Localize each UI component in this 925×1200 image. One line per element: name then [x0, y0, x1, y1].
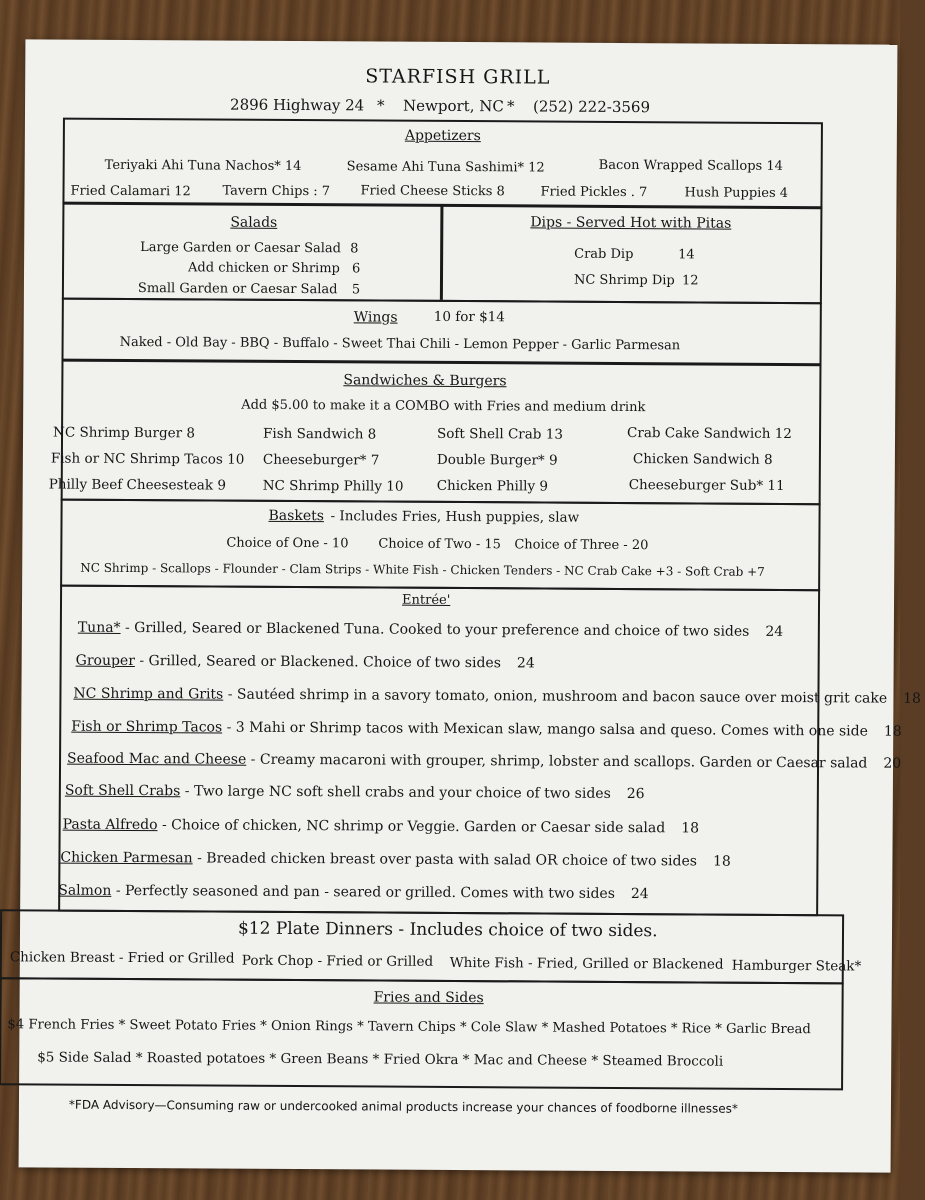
plate-dinners-heading: $12 Plate Dinners - Includes choice of two sides. — [237, 918, 658, 942]
entree-item-description: - 3 Mahi or Shrimp tacos with Mexican slaw, mango salsa and queso. Comes with one side — [222, 719, 868, 740]
menu-item: Sesame Ahi Tuna Sashimi* 12 — [346, 159, 545, 176]
fda-advisory: *FDA Advisory—Consuming raw or undercooked animal products increase your chances of foodborne illnesses* — [68, 1097, 738, 1116]
menu-item: Double Burger* 9 — [436, 451, 558, 469]
entree-item-price: 24 — [516, 655, 535, 672]
entree-item-price: 24 — [765, 623, 784, 640]
menu-item: Crab Cake Sandwich 12 — [627, 425, 792, 443]
menu-item: Fried Cheese Sticks 8 — [360, 183, 505, 200]
menu-item: Philly Beef Cheesesteak 9 — [48, 476, 226, 494]
menu-item: Fried Calamari 12 — [70, 183, 191, 200]
entree-item — [71, 719, 902, 740]
entree-heading: Entrée' — [401, 592, 451, 608]
basket-choice: Choice of Three - 20 — [514, 537, 649, 554]
menu-item-price: 5 — [351, 282, 361, 298]
menu-item: Bacon Wrapped Scallops 14 — [598, 157, 783, 174]
entree-item-description: - Choice of chicken, NC shrimp or Veggie. Garden or Caesar side salad — [157, 817, 666, 837]
menu-item-price: 12 — [681, 273, 699, 289]
entree-item — [67, 751, 901, 772]
menu-item: Fish or NC Shrimp Tacos 10 — [50, 450, 245, 468]
menu-item: Chicken Philly 9 — [436, 477, 549, 495]
address: 2896 Highway 24 — [230, 95, 365, 115]
menu-item-name: Crab Dip — [574, 246, 634, 263]
entree-item-description: - Creamy macaroni with grouper, shrimp, lobster and scallops. Garden or Caesar salad — [246, 751, 868, 772]
baskets-heading: Baskets — [268, 507, 325, 525]
wings-flavors: Naked - Old Bay - BBQ - Buffalo - Sweet Thai Chili - Lemon Pepper - Garlic Parmesan — [119, 334, 681, 354]
menu-item: Chicken Sandwich 8 — [632, 451, 773, 468]
basket-choice: Choice of One - 10 — [226, 535, 349, 552]
menu-item: Teriyaki Ahi Tuna Nachos* 14 — [104, 157, 302, 175]
entree-item-description: - Sautéed shrimp in a savory tomato, onion, mushroom and bacon sauce over moist grit cake — [223, 686, 888, 707]
entree-item-description: - Perfectly seasoned and pan - seared or grilled. Comes with two sides — [111, 882, 615, 902]
menu-item-price: 14 — [678, 247, 695, 263]
entree-item-name: Chicken Parmesan — [60, 849, 193, 867]
entree-item-price: 18 — [681, 820, 700, 837]
entree-item-description: - Breaded chicken breast over pasta with salad OR choice of two sides — [192, 850, 698, 870]
baskets-section — [60, 499, 821, 592]
plate-dinners-section — [0, 909, 862, 984]
appetizers-heading: Appetizers — [404, 127, 481, 145]
entree-item-price: 26 — [626, 786, 645, 803]
plate-item: Pork Chop - Fried or Grilled — [241, 952, 434, 970]
entree-item-price: 18 — [903, 690, 922, 707]
entree-item — [78, 620, 783, 640]
entree-item-price: 24 — [630, 886, 649, 903]
entree-item-name: Soft Shell Crabs — [64, 782, 181, 800]
menu-item-name: Add chicken or Shrimp — [188, 260, 340, 277]
entree-item-name: Pasta Alfredo — [62, 816, 158, 834]
sides-section — [0, 977, 844, 1090]
entree-item — [63, 817, 700, 837]
entree-item — [60, 850, 730, 870]
entree-item-description: - Grilled, Seared or Blackened. Choice of two sides — [134, 653, 501, 672]
entree-section — [58, 585, 922, 917]
entree-item-name: Seafood Mac and Cheese — [67, 750, 247, 768]
restaurant-name: STARFISH GRILL — [365, 65, 551, 89]
entree-item — [76, 653, 535, 672]
salads-heading: Salads — [230, 214, 278, 231]
entree-item-name: Salmon — [58, 882, 112, 899]
baskets-description: - Includes Fries, Hush puppies, slaw — [330, 508, 580, 526]
column-divider — [440, 206, 443, 300]
menu-item: Cheeseburger Sub* 11 — [628, 477, 785, 494]
menu-item-name: Large Garden or Caesar Salad — [140, 240, 342, 257]
menu-item: Fried Pickles . 7 — [540, 184, 648, 201]
wings-section — [61, 298, 821, 367]
entree-item-name: Fish or Shrimp Tacos — [71, 718, 223, 736]
entree-item-name: Tuna* — [77, 619, 121, 636]
sides-heading: Fries and Sides — [373, 989, 484, 1007]
entree-item-description: - Grilled, Seared or Blackened Tuna. Cooked to your preference and choice of two sides — [120, 619, 750, 640]
wings-deal: 10 for $14 — [433, 308, 505, 326]
entree-item-price: 20 — [883, 755, 902, 772]
sides-row-5: $5 Side Salad * Roasted potatoes * Green Beans * Fried Okra * Mac and Cheese * Steamed Broccoli — [37, 1049, 724, 1070]
menu-item: NC Shrimp Philly 10 — [262, 477, 404, 495]
plate-item: Chicken Breast - Fried or Grilled — [9, 949, 235, 967]
sides-row-4: $4 French Fries * Sweet Potato Fries * Onion Rings * Tavern Chips * Cole Slaw * Mashed Potatoes * Rice * Garlic Bread — [7, 1017, 811, 1038]
sandwiches-section — [48, 359, 822, 506]
menu-item-price: 6 — [352, 261, 361, 277]
menu-item-price: 8 — [350, 241, 359, 257]
separator: * — [377, 96, 385, 115]
wings-heading: Wings — [353, 309, 398, 326]
appetizers-section — [62, 118, 823, 210]
menu-item: Cheeseburger* 7 — [262, 451, 380, 469]
combo-note: Add $5.00 to make it a COMBO with Fries and medium drink — [241, 397, 646, 416]
menu-item: Tavern Chips : 7 — [222, 183, 331, 200]
menu-item: Hush Puppies 4 — [684, 185, 789, 202]
entree-item-price: 18 — [712, 853, 731, 870]
city: Newport, NC — [403, 96, 504, 116]
entree-item-name: Grouper — [75, 652, 135, 670]
menu-item: Fish Sandwich 8 — [262, 425, 377, 443]
menu-item: NC Shrimp Burger 8 — [53, 424, 196, 442]
plate-item: Hamburger Steak* — [731, 957, 862, 975]
entree-item-description: - Two large NC soft shell crabs and your choice of two sides — [180, 783, 611, 802]
dips-heading: Dips - Served Hot with Pitas — [530, 214, 732, 232]
sandwiches-heading: Sandwiches & Burgers — [343, 372, 507, 390]
basket-options: NC Shrimp - Scallops - Flounder - Clam Strips - White Fish - Chicken Tenders - NC Crab Cake +3 - Soft Crab +7 — [80, 560, 765, 579]
entree-item — [65, 783, 645, 803]
separator: * — [506, 97, 515, 116]
basket-choice: Choice of Two - 15 — [378, 536, 501, 553]
menu-item-name: Small Garden or Caesar Salad — [137, 281, 338, 298]
menu-sheet — [7, 39, 922, 1172]
entree-item — [73, 686, 921, 707]
entree-item-price: 18 — [883, 723, 902, 740]
menu-item-name: NC Shrimp Dip — [573, 272, 675, 289]
phone-number: (252) 222-3569 — [532, 97, 651, 117]
menu-item: Soft Shell Crab 13 — [437, 425, 563, 443]
entree-item-name: NC Shrimp and Grits — [73, 685, 224, 703]
plate-item: White Fish - Fried, Grilled or Blackened — [449, 954, 724, 973]
salads-dips-section — [62, 202, 823, 305]
entree-item — [58, 883, 649, 903]
